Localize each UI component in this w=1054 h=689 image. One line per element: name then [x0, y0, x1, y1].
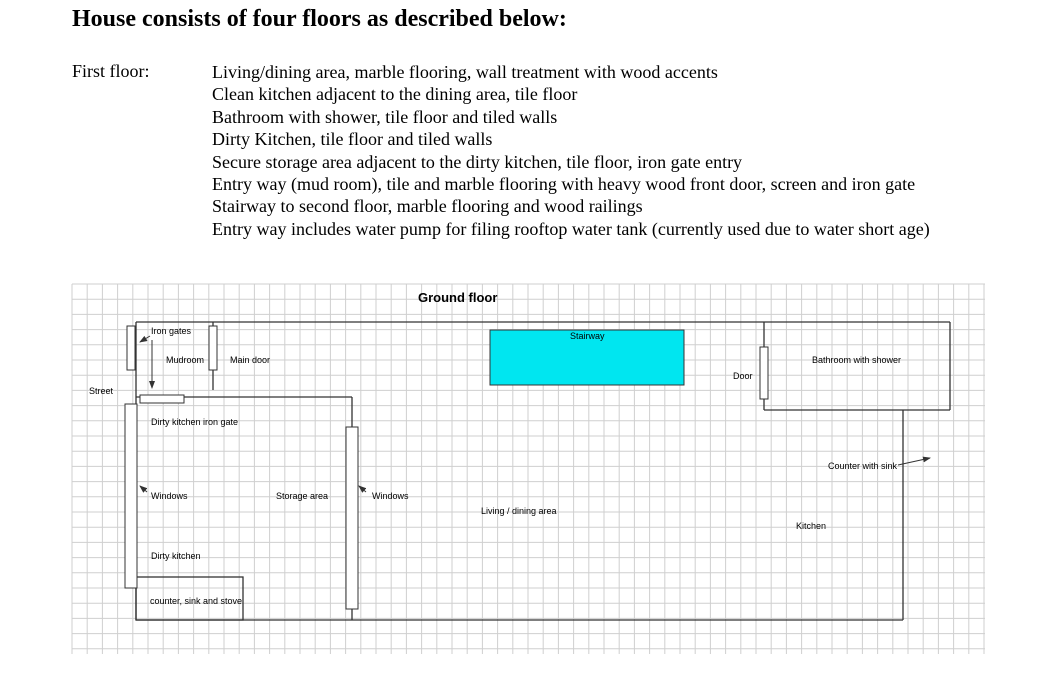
- counter-with-sink-label: Counter with sink: [828, 461, 898, 471]
- main-door-label: Main door: [230, 355, 271, 365]
- list-item: Entry way (mud room), tile and marble flooring with heavy wood front door, screen and iron gate: [212, 174, 916, 195]
- door-bar: [760, 347, 768, 399]
- windows-mid-bar: [346, 427, 358, 609]
- storage-area-label: Storage area: [276, 491, 329, 501]
- plan-title: Ground floor: [418, 290, 498, 305]
- living-dining-label: Living / dining area: [481, 506, 557, 516]
- dirty-kitchen-gate-label: Dirty kitchen iron gate: [151, 417, 239, 427]
- bathroom-label: Bathroom with shower: [812, 355, 902, 365]
- windows-left-bar: [125, 404, 137, 588]
- page-heading: House consists of four floors as described below:: [72, 6, 567, 32]
- list-item: Living/dining area, marble flooring, wall treatment with wood accents: [212, 62, 718, 82]
- kitchen-label: Kitchen: [796, 521, 827, 531]
- iron-gates-label: Iron gates: [151, 326, 192, 336]
- list-item: Bathroom with shower, tile floor and tiled walls: [212, 106, 558, 127]
- mudroom-label: Mudroom: [166, 355, 205, 365]
- dirty-kitchen-gate-bar: [140, 395, 184, 403]
- main-door-bar: [209, 326, 217, 370]
- windows-mid-label: Windows: [372, 491, 409, 501]
- stairway-label: Stairway: [570, 331, 605, 341]
- list-item: Dirty Kitchen, tile floor and tiled walls: [212, 129, 493, 150]
- list-item: Secure storage area adjacent to the dirty kitchen, tile floor, iron gate entry: [212, 151, 743, 172]
- iron-gate-bar: [127, 326, 135, 370]
- first-floor-label: First floor:: [72, 61, 150, 81]
- dirty-kitchen-label: Dirty kitchen: [151, 551, 201, 561]
- list-item: Stairway to second floor, marble flooring and wood railings: [212, 196, 643, 217]
- street-label: Street: [89, 386, 114, 396]
- list-item: Entry way includes water pump for filing rooftop water tank (currently used due to water short age): [212, 218, 930, 239]
- list-item: Clean kitchen adjacent to the dining area, tile floor: [212, 84, 578, 105]
- door-label: Door: [733, 371, 753, 381]
- windows-left-label: Windows: [151, 491, 188, 501]
- counter-sink-stove-label: counter, sink and stove: [150, 596, 243, 606]
